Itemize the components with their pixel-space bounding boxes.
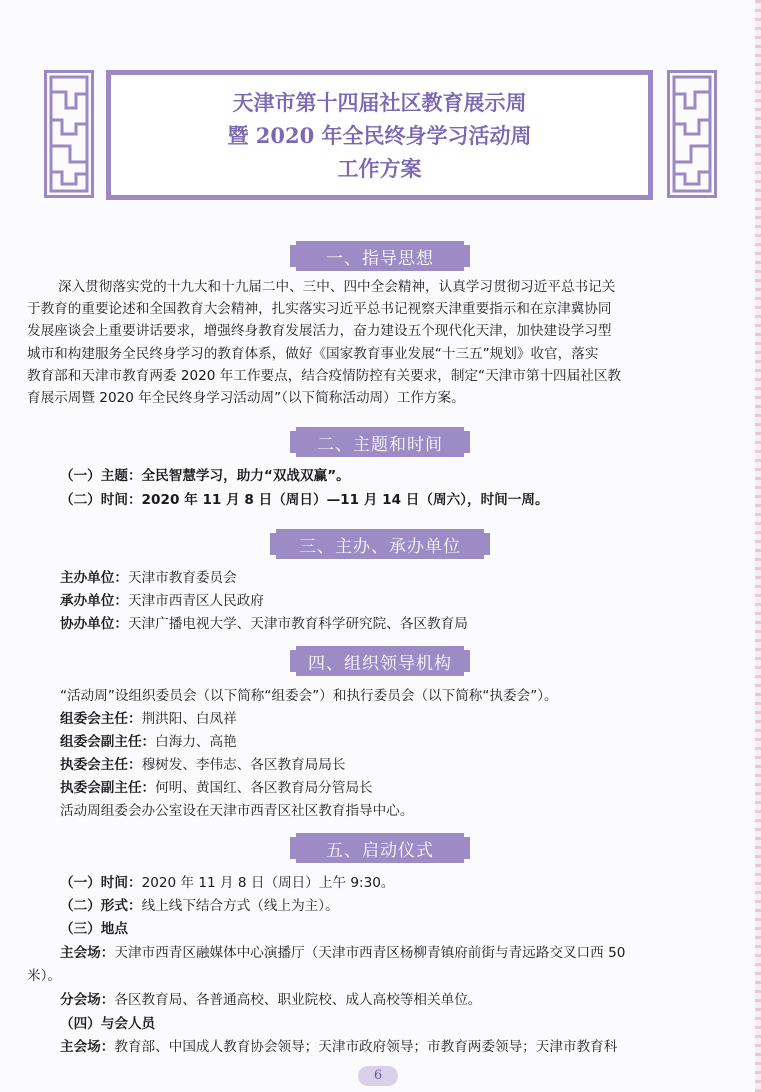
launch-form-label: （二）形式： — [60, 898, 142, 914]
main-venue-continuation: 米）。 — [27, 968, 61, 984]
section1-paragraph — [27, 276, 739, 409]
organizer-row — [60, 613, 468, 635]
sub-venue-label: 分会场： — [60, 992, 115, 1008]
committee-office: 活动周组委会办公室设在天津市西青区社区教育指导中心。 — [60, 803, 414, 819]
title-line-3: 工作方案 — [337, 155, 422, 181]
section-header-theme-time: 二、主题和时间 — [296, 427, 464, 457]
organizer-value: 天津广播电视大学、天津市教育科学研究院、各区教育局 — [127, 616, 468, 632]
paragraph-line: 教育部和天津市教育两委 2020 年工作要点，结合疫情防控有关要求，制定“天津市第十四届社区教 — [27, 367, 622, 384]
attendees-heading: （四）与会人员 — [60, 1016, 156, 1032]
main-venue-label: 主会场： — [60, 945, 115, 961]
committee-row — [60, 708, 237, 730]
attendees-main-row — [60, 1036, 617, 1058]
organizer-row — [60, 567, 237, 589]
committee-value: 荆洪阳、白凤祥 — [141, 711, 237, 727]
committee-label: 执委会副主任： — [60, 780, 156, 796]
time-line: （二）时间：2020 年 11 月 8 日（周日）—11 月 14 日（周六），时间一周。 — [60, 492, 549, 508]
section-header-guiding-ideology: 一、指导思想 — [296, 241, 464, 271]
paragraph-line: 城市和构建服务全民终身学习的教育体系，做好《国家教育事业发展“十三五”规划》收官，落实 — [27, 345, 599, 362]
organizer-value: 天津市西青区人民政府 — [127, 593, 264, 609]
paragraph-line: 育展示周暨 2020 年全民终身学习活动周”（以下简称活动周）工作方案。 — [27, 390, 465, 407]
paragraph-line: 发展座谈会上重要讲话要求，增强终身教育发展活力，奋力建设五个现代化天津，加快建设学习型 — [27, 323, 612, 340]
committee-row — [60, 731, 237, 753]
section-header-organizers: 三、主办、承办单位 — [276, 529, 484, 559]
committee-label: 组委会副主任： — [60, 734, 156, 750]
page-edge-strip — [755, 0, 761, 1092]
sub-venue-value: 各区教育局、各普通高校、职业院校、成人高校等相关单位。 — [114, 992, 482, 1008]
page-number: 6 — [358, 1066, 398, 1086]
sub-venue-row — [60, 989, 481, 1011]
main-venue-value: 天津市西青区融媒体中心演播厅（天津市西青区杨柳青镇府前街与青远路交叉口西 50 — [114, 945, 626, 961]
main-venue-row — [60, 942, 625, 964]
title-line-1: 天津市第十四届社区教育展示周 — [232, 89, 527, 115]
launch-time-label: （一）时间： — [60, 875, 142, 891]
organizer-label: 主办单位： — [60, 570, 128, 586]
section-header-launch-ceremony: 五、启动仪式 — [296, 833, 464, 863]
organizer-label: 承办单位： — [60, 593, 128, 609]
organizer-value: 天津市教育委员会 — [127, 570, 237, 586]
launch-form-value: 线上线下结合方式（线上为主）。 — [141, 898, 339, 914]
title-block — [44, 70, 717, 198]
organizer-row — [60, 590, 264, 612]
launch-time-value: 2020 年 11 月 8 日（周日）上午 9:30。 — [141, 875, 395, 891]
launch-form-row — [60, 895, 339, 917]
committee-value: 穆树发、李伟志、各区教育局局长 — [141, 757, 346, 773]
committee-label: 执委会主任： — [60, 757, 142, 773]
committee-label: 组委会主任： — [60, 711, 142, 727]
committee-value: 何明、黄国红、各区教育局分管局长 — [155, 780, 373, 796]
title-frame — [106, 70, 653, 200]
theme-line: （一）主题：全民智慧学习，助力“双战双赢”。 — [60, 468, 350, 484]
committee-row — [60, 754, 345, 776]
lattice-ornament-left-icon — [44, 70, 94, 198]
launch-place-heading: （三）地点 — [60, 921, 128, 937]
paragraph-line: 于教育的重要论述和全国教育大会精神，扎实落实习近平总书记视察天津重要指示和在京津冀协同 — [27, 301, 612, 318]
attendees-main-value: 教育部、中国成人教育协会领导；天津市政府领导；市教育两委领导；天津市教育科 — [114, 1039, 618, 1055]
committee-row — [60, 777, 373, 799]
paragraph-line: 深入贯彻落实党的十九大和十九届二中、三中、四中全会精神，认真学习贯彻习近平总书记关 — [58, 279, 616, 295]
section-header-leadership: 四、组织领导机构 — [296, 646, 464, 676]
committee-value: 白海力、高艳 — [155, 734, 237, 750]
lattice-ornament-right-icon — [667, 70, 717, 198]
organizer-label: 协办单位： — [60, 616, 128, 632]
committee-intro: “活动周”设组织委员会（以下简称“组委会”）和执行委员会（以下简称“执委会”）。 — [60, 688, 558, 704]
title-line-2: 暨 2020 年全民终身学习活动周 — [227, 122, 532, 148]
attendees-main-label: 主会场： — [60, 1039, 115, 1055]
launch-time-row — [60, 872, 395, 894]
